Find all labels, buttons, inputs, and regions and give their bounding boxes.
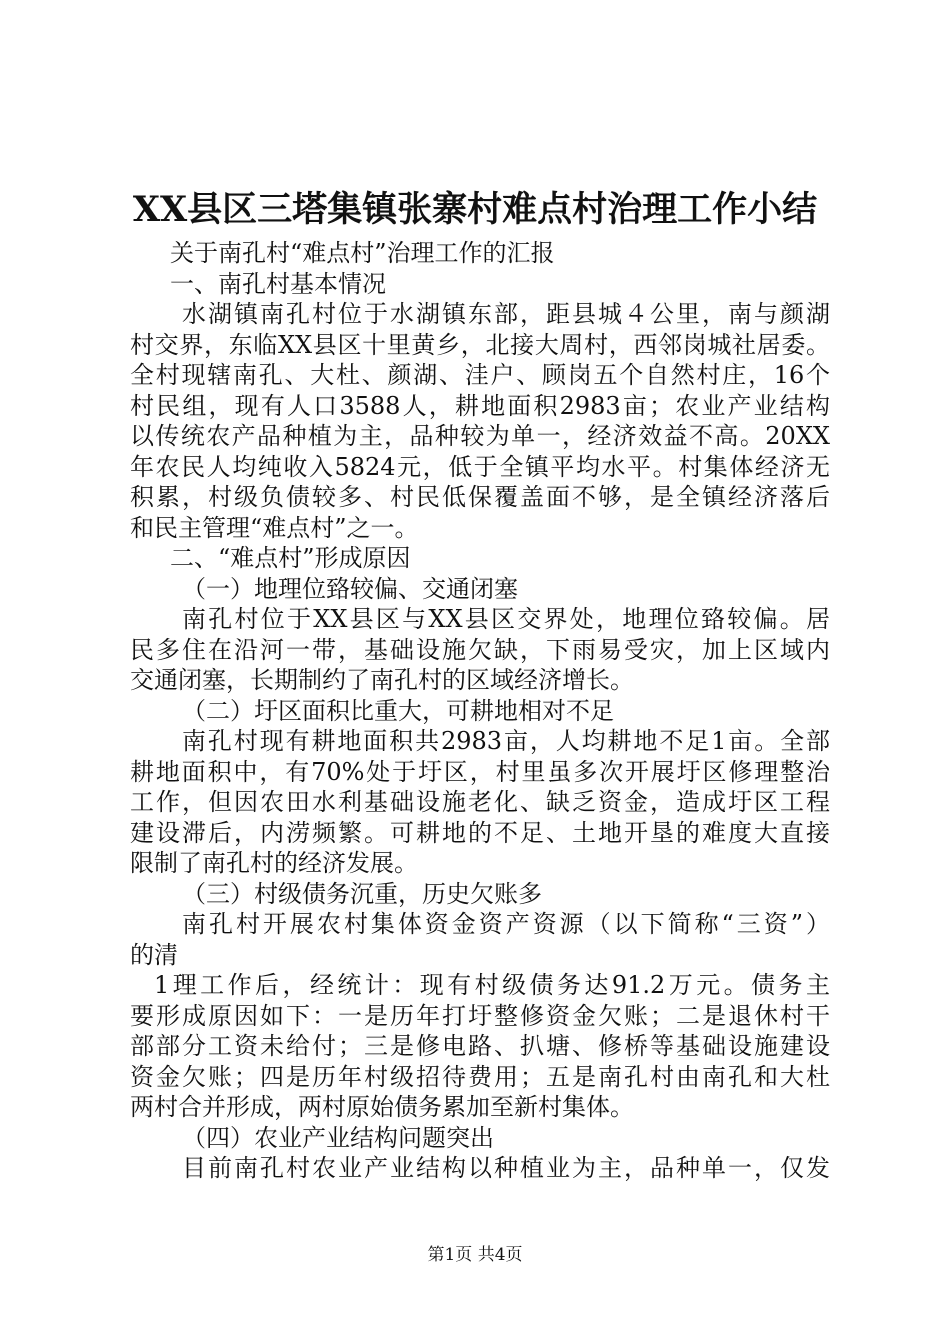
- page-footer: 第1页 共4页: [427, 1245, 523, 1265]
- text-line: 部部分工资未给付；三是修电路、扒塘、修桥等基础设施建设: [130, 1032, 830, 1060]
- text-line: 村民组，现有人口3588人，耕地面积2983亩；农业产业结构: [130, 391, 830, 420]
- text-line: 的清: [130, 940, 178, 969]
- text-line: （二）圩区面积比重大，可耕地相对不足: [182, 696, 614, 725]
- text-line: 水湖镇南孔村位于水湖镇东部，距县城４公里，南与颜湖: [182, 300, 830, 328]
- text-line: 年农民人均纯收入5824元，低于全镇平均水平。村集体经济无: [130, 452, 830, 481]
- text-line: （三）村级债务沉重，历史欠账多: [182, 879, 542, 908]
- text-line: 南孔村现有耕地面积共2983亩，人均耕地不足1亩。全部: [182, 727, 830, 755]
- text-line: 耕地面积中，有70%处于圩区，村里虽多次开展圩区修理整治: [130, 757, 830, 786]
- text-line: 南孔村位于XX县区与XX县区交界处，地理位臵较偏。居: [182, 605, 830, 633]
- text-line: 以传统农产品种植为主，品种较为单一，经济效益不高。20XX: [130, 422, 830, 450]
- text-line: 民多住在沿河一带，基础设施欠缺，下雨易受灾，加上区域内: [130, 635, 830, 664]
- text-line: 村交界，东临XX县区十里黄乡，北接大周村，西邻岗城社居委。: [130, 330, 830, 359]
- text-line: 全村现辖南孔、大杜、颜湖、洼户、顾岗五个自然村庄，16个: [130, 361, 830, 389]
- text-line: 限制了南孔村的经济发展。: [130, 849, 418, 877]
- text-line: 目前南孔村农业产业结构以种植业为主，品种单一，仅发: [182, 1154, 830, 1182]
- text-line: 和民主管理“难点村”之一。: [130, 513, 419, 542]
- text-line: 积累，村级负债较多、村民低保覆盖面不够，是全镇经济落后: [130, 483, 830, 511]
- text-line: 两村合并形成，两村原始债务累加至新村集体。: [130, 1093, 634, 1121]
- text-line: 工作，但因农田水利基础设施老化、缺乏资金，造成圩区工程: [130, 788, 830, 816]
- text-line: （四）农业产业结构问题突出: [182, 1123, 494, 1152]
- text-line: 南孔村开展农村集体资金资产资源（以下简称“三资”）: [182, 910, 830, 938]
- text-line: 交通闭塞，长期制约了南孔村的区域经济增长。: [130, 666, 634, 694]
- text-line: 要形成原因如下：一是历年打圩整修资金欠账；二是退休村干: [130, 1001, 830, 1030]
- text-line: 二、“难点村”形成原因: [170, 544, 411, 572]
- document-title: XX县区三塔集镇张寨村难点村治理工作小结: [132, 189, 818, 230]
- text-line: 关于南孔村“难点村”治理工作的汇报: [170, 239, 555, 267]
- text-line: （一）地理位臵较偏、交通闭塞: [182, 574, 518, 603]
- text-line: 1理工作后，经统计：现有村级债务达91.2万元。债务主: [154, 971, 830, 999]
- text-line: 建设滞后，内涝频繁。可耕地的不足、土地开垦的难度大直接: [130, 818, 830, 847]
- document-body: [130, 238, 830, 1184]
- text-line: 一、南孔村基本情况: [170, 269, 386, 298]
- text-line: 资金欠账；四是历年村级招待费用；五是南孔村由南孔和大杜: [130, 1062, 830, 1091]
